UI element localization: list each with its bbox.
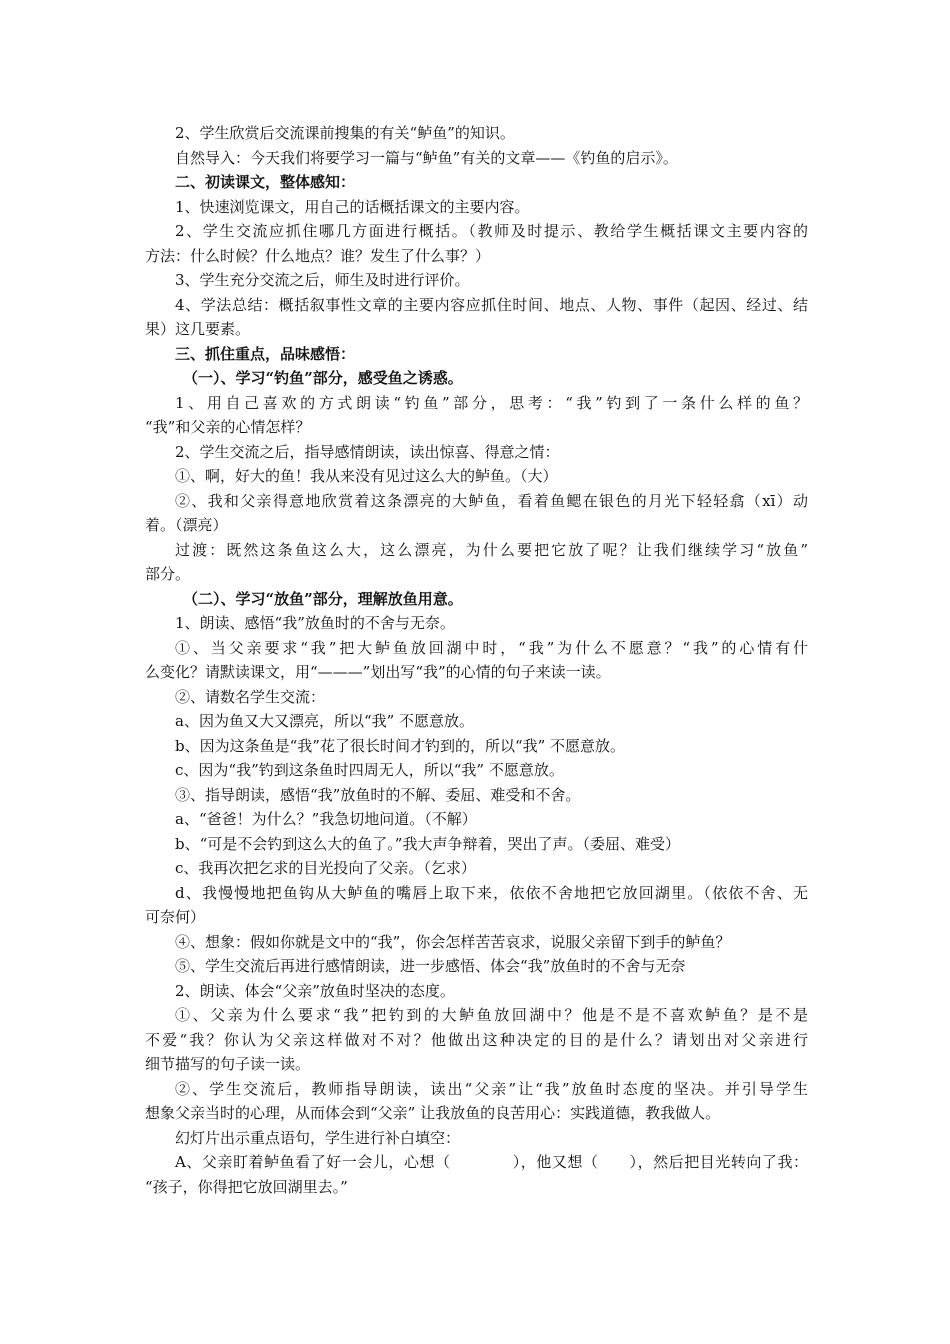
text-line: d、我慢慢地把鱼钩从大鲈鱼的嘴唇上取下来，依依不舍地把它放回湖里。（依依不舍、无 <box>175 883 808 902</box>
text-line: 可奈何） <box>145 908 206 926</box>
text-line: “孩子，你得把它放回湖里去。” <box>145 1177 348 1196</box>
text-line: ①、啊，好大的鱼！我从来没有见过这么大的鲈鱼。（大） <box>175 467 558 485</box>
text-line: 着。（漂亮） <box>145 516 228 534</box>
text-line: 2、学生交流之后，指导感情朗读，读出惊喜、得意之情： <box>175 442 560 461</box>
text-line: 自然导入：今天我们将要学习一篇与“鲈鱼”有关的文章——《钓鱼的启示》。 <box>175 148 678 167</box>
text-line: 部分。 <box>145 565 191 583</box>
subsection-heading: （二）、学习“放鱼”部分，理解放鱼用意。 <box>183 589 463 608</box>
text-line: 2、朗读、体会“父亲”放鱼时坚决的态度。 <box>175 981 455 1000</box>
subsection-heading: （一）、学习“钓鱼”部分，感受鱼之诱惑。 <box>183 369 463 387</box>
document-page <box>145 121 808 1199</box>
text-line: 1、用自己喜欢的方式朗读“钓鱼”部分，思考：“我”钓到了一条什么样的鱼？ <box>175 393 808 412</box>
text-line: ④、想象：假如你就是文中的“我”，你会怎样苦苦哀求，说服父亲留下到手的鲈鱼？ <box>175 932 731 951</box>
text-line: 1、快速浏览课文，用自己的话概括课文的主要内容。 <box>175 197 530 216</box>
text-line: a、“爸爸！为什么？”我急切地问道。（不解） <box>175 810 477 828</box>
text-line: ②、我和父亲得意地欣赏着这条漂亮的大鲈鱼，看着鱼鳃在银色的月光下轻轻翕（xī）动 <box>175 491 808 510</box>
text-line: “我”和父亲的心情怎样？ <box>145 418 311 436</box>
text-line: 想象父亲当时的心理，从而体会到“父亲” 让我放鱼的良苦用心：实践道德，教我做人。 <box>145 1104 721 1122</box>
text-line: 么变化？请默读课文，用“———”划出写“我”的心情的句子来读一读。 <box>145 663 611 681</box>
text-line: ⑤、学生交流后再进行感情朗读，进一步感悟、体会“我”放鱼时的不舍与无奈 <box>175 957 686 975</box>
text-line: c、我再次把乞求的目光投向了父亲。（乞求） <box>175 859 476 877</box>
text-line: 不爱“我？你认为父亲这样做对不对？他做出这种决定的目的是什么？请划出对父亲进行 <box>145 1030 808 1049</box>
text-line: 过渡：既然这条鱼这么大，这么漂亮，为什么要把它放了呢？让我们继续学习“放鱼” <box>175 540 808 559</box>
text-line: ②、学生交流后，教师指导朗读，读出“父亲”让“我”放鱼时态度的坚决。并引导学生 <box>175 1079 808 1098</box>
text-line: b、因为这条鱼是“我”花了很长时间才钓到的，所以“我” 不愿意放。 <box>175 736 626 755</box>
text-line: ①、当父亲要求“我”把大鲈鱼放回湖中时，“我”为什么不愿意？“我”的心情有什 <box>175 638 808 657</box>
text-line: b、“可是不会钓到这么大的鱼了。”我大声争辩着，哭出了声。（委屈、难受） <box>175 834 680 853</box>
text-line: c、因为“我”钓到这条鱼时四周无人，所以“我” 不愿意放。 <box>175 761 564 779</box>
text-line: ①、父亲为什么要求“我”把钓到的大鲈鱼放回湖中？他是不是不喜欢鲈鱼？是不是 <box>175 1006 808 1024</box>
text-line: 3、学生充分交流之后，师生及时进行评价。 <box>175 271 470 289</box>
text-line: 4、学法总结：概括叙事性文章的主要内容应抓住时间、地点、人物、事件（起因、经过、结 <box>175 295 808 314</box>
section-heading: 二、初读课文，整体感知： <box>175 173 356 191</box>
text-line: ②、请数名学生交流： <box>175 687 326 706</box>
text-line: 幻灯片出示重点语句，学生进行补白填空： <box>175 1128 461 1147</box>
section-heading: 三、抓住重点，品味感悟： <box>175 344 356 363</box>
text-line: A、父亲盯着鲈鱼看了好一会儿，心想（ ），他又想（ ），然后把目光转向了我： <box>175 1153 808 1171</box>
text-line: a、因为鱼又大又漂亮，所以“我” 不愿意放。 <box>175 712 475 730</box>
text-line: ③、指导朗读，感悟“我”放鱼时的不解、委屈、难受和不舍。 <box>175 785 581 804</box>
text-line: 方法：什么时候？什么地点？谁？发生了什么事？） <box>145 246 491 265</box>
text-line: 2、学生欣赏后交流课前搜集的有关“鲈鱼”的知识。 <box>175 124 515 142</box>
text-line: 2、学生交流应抓住哪几方面进行概括。（教师及时提示、教给学生概括课文主要内容的 <box>175 222 808 240</box>
text-line: 细节描写的句子读一读。 <box>145 1055 311 1073</box>
text-line: 1、朗读、感悟“我”放鱼时的不舍与无奈。 <box>175 614 455 632</box>
text-line: 果）这几要素。 <box>145 320 251 338</box>
